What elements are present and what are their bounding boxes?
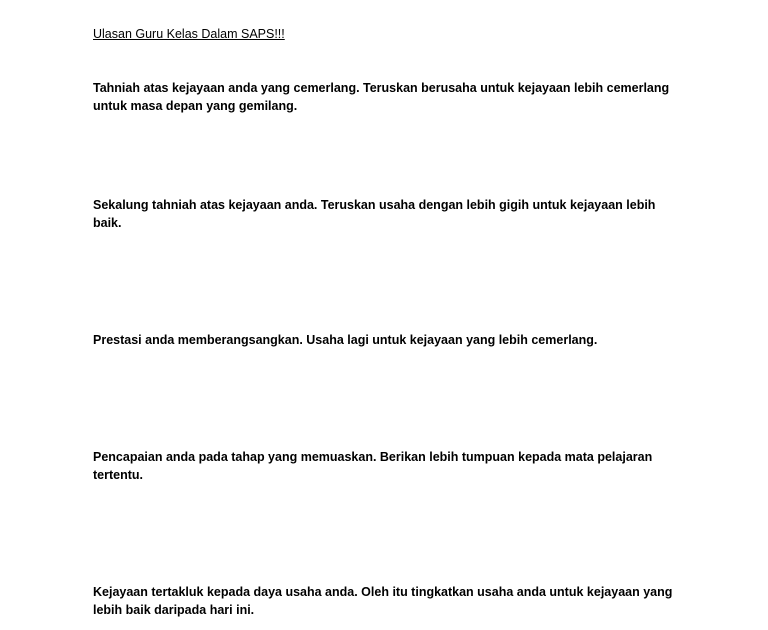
comment-paragraph: Prestasi anda memberangsangkan. Usaha lagi untuk kejayaan yang lebih cemerlang. [93, 333, 598, 347]
comment-paragraph: Kejayaan tertakluk kepada daya usaha anda. Oleh itu tingkatkan usaha anda untuk kejayaan yang lebih baik daripada hari ini. [93, 585, 673, 617]
comment-paragraph: Sekalung tahniah atas kejayaan anda. Teruskan usaha dengan lebih gigih untuk kejayaan lebih baik. [93, 198, 656, 230]
comment-paragraph: Pencapaian anda pada tahap yang memuaskan. Berikan lebih tumpuan kepada mata pelajaran tertentu. [93, 450, 653, 482]
document-title: Ulasan Guru Kelas Dalam SAPS!!! [93, 27, 285, 41]
comment-paragraph: Tahniah atas kejayaan anda yang cemerlang. Teruskan berusaha untuk kejayaan lebih cemerlang untuk masa depan yang gemilang. [93, 81, 670, 113]
